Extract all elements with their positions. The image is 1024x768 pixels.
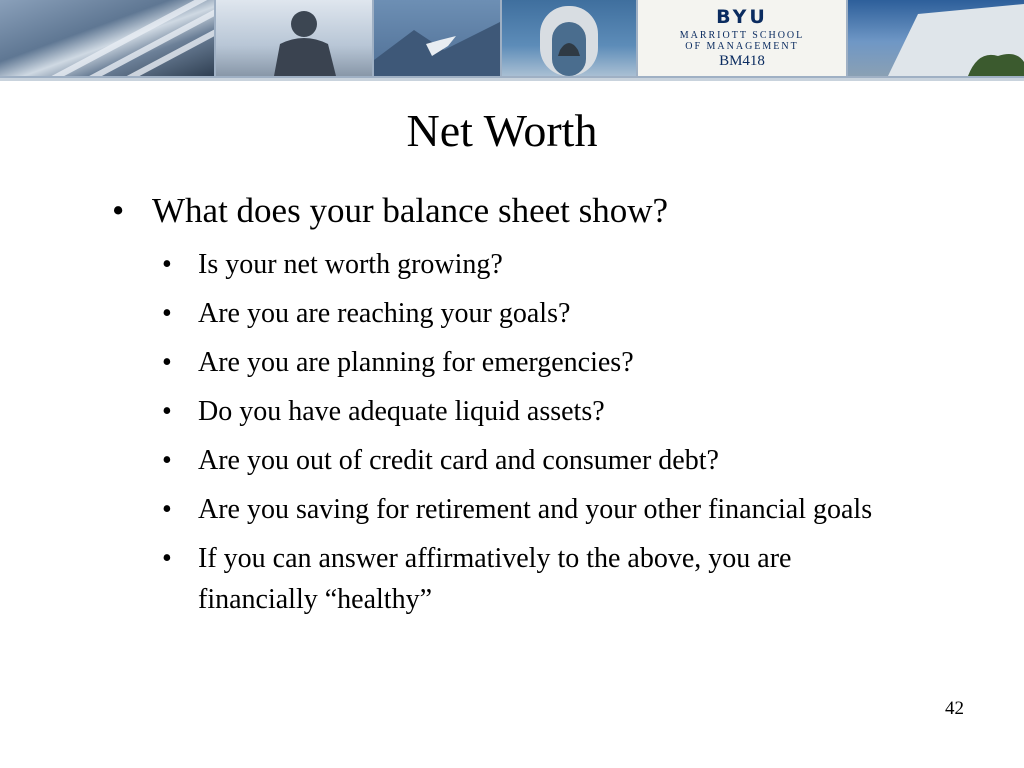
header-banner bbox=[0, 0, 1024, 81]
slide-title: Net Worth bbox=[406, 105, 598, 156]
bell-tower-photo bbox=[502, 0, 636, 76]
sub-bullet: • Do you have adequate liquid assets? bbox=[162, 396, 605, 427]
sub-bullet: • If you can answer affirmatively to the above, you are financially “healthy” bbox=[162, 543, 792, 615]
sub-bullet: • Are you saving for retirement and your other financial goals bbox=[162, 494, 873, 525]
main-bullet bbox=[112, 190, 902, 232]
page-number: 42 bbox=[945, 698, 964, 719]
main-bullet-text: What does your balance sheet show? bbox=[152, 191, 669, 230]
logo-name: BYU bbox=[716, 6, 768, 28]
sub-bullet-list bbox=[112, 244, 902, 620]
logo-school-text: MARRIOTT SCHOOL OF MANAGEMENT bbox=[679, 30, 805, 52]
building-photo bbox=[0, 0, 214, 76]
sub-bullet: • Is your net worth growing? bbox=[162, 249, 503, 280]
sub-bullet: • Are you are planning for emergencies? bbox=[162, 347, 634, 378]
bullet-dot: • bbox=[112, 191, 125, 230]
sub-bullet: • Are you out of credit card and consumer debt? bbox=[162, 445, 719, 476]
byu-marriott-logo bbox=[638, 0, 846, 76]
course-code: BM418 bbox=[719, 53, 765, 69]
slide-body bbox=[112, 190, 902, 628]
campus-building-photo bbox=[848, 0, 1024, 76]
y-mountain-photo bbox=[374, 0, 500, 76]
sub-bullet: • Are you are reaching your goals? bbox=[162, 298, 571, 329]
statue-photo bbox=[216, 0, 372, 76]
